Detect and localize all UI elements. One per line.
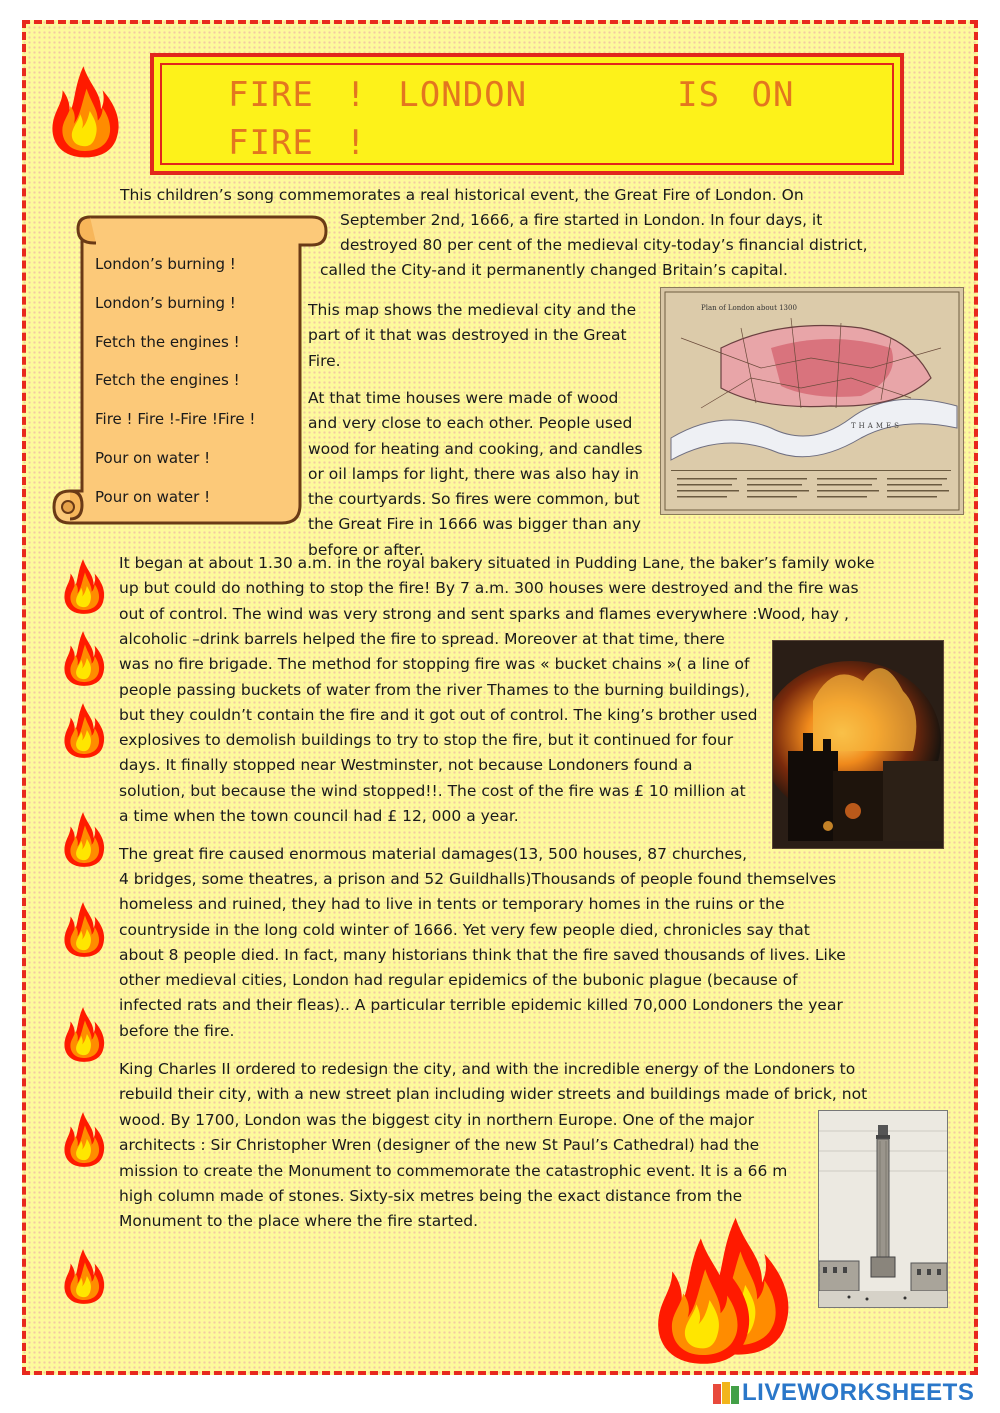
liveworksheets-logo[interactable] <box>712 1378 974 1408</box>
began-paragraph-narrow: alcoholic –drink barrels helped the fire to spread. Moreover at that time, there was no fire brigade. The method for stopping fire was « bucket chains »( a line of people passing buckets of water from the river Thames to the burning buildings), but they couldn’t contain the fire and it got out of control. The king’s brother used explosives to demolish buildings to try to stop the fire, but it continued for four days. It finally stopped near Westminster, not because Londoners found a solution, but because the wind stopped!!. The cost of the fire was £ 10 million at a time when the town council had £ 12, 000 a year. <box>119 630 758 826</box>
title-line-3: FIRE ! <box>228 123 367 163</box>
liveworksheets-logo-text: LIVEWORKSHEETS <box>742 1379 975 1406</box>
map-description: This map shows the medieval city and the part of it that was destroyed in the Great Fire. <box>308 301 637 370</box>
song-line: Fire ! Fire !-Fire !Fire ! <box>95 410 256 429</box>
intro-line-1: This children’s song commemorates a real historical event, the Great Fire of London. On <box>120 186 804 204</box>
page-title <box>228 71 868 167</box>
song-lyrics <box>95 255 295 527</box>
title-line-2: IS ON <box>677 75 795 115</box>
song-line: Pour on water ! <box>95 448 211 467</box>
map-river-label: THAMES <box>851 422 902 430</box>
flame-icon <box>60 699 108 761</box>
song-line: Fetch the engines ! <box>95 371 240 390</box>
damages-paragraph: 4 bridges, some theatres, a prison and 52 Guildhalls)Thousands of people found themselves homeless and ruined, they had to live in tents or temporary homes in the ruins or the countryside in the long cold winter of 1666. Yet very few people died, chronicles say that about 8 people died. In fact, many historians think that the fire saved thousands of lives. Like other medieval cities, London had regular epidemics of the bubonic plague (because of infected rats and their fleas).. A particular terrible epidemic killed 70,000 Londoners the year before the fire. <box>119 870 846 1040</box>
flame-icon <box>60 627 108 689</box>
flame-icon <box>60 898 108 960</box>
monument-engraving <box>818 1110 948 1308</box>
damages-first-line: The great fire caused enormous material damages(13, 500 houses, 87 churches, <box>119 845 748 863</box>
rebuild-paragraph-wide: King Charles II ordered to redesign the city, and with the incredible energy of the Londoners to rebuild their city, with a new street plan including wider streets and buildings made of brick, not <box>119 1060 868 1104</box>
song-line: Fetch the engines ! <box>95 332 240 351</box>
flame-icon <box>60 1108 108 1170</box>
rebuild-paragraph-narrow: wood. By 1700, London was the biggest city in northern Europe. One of the major architects : Sir Christopher Wren (designer of the new St Paul’s Cathedral) had the mission to create the Monument to commemorate the catastrophic event. It is a 66 m high column made of stones. Sixty-six metres being the exact distance from the Monument to the place where the fire started. <box>119 1111 788 1231</box>
medieval-london-map <box>660 287 964 515</box>
intro-line-3: destroyed 80 per cent of the medieval city-today’s financial district, <box>340 236 868 254</box>
flame-icon <box>60 555 108 617</box>
great-fire-painting <box>772 640 944 849</box>
large-flame-icon <box>648 1210 798 1370</box>
intro-line-4: called the City-and it permanently changed Britain’s capital. <box>320 261 788 279</box>
flame-icon <box>60 1245 108 1307</box>
flame-icon <box>45 55 125 167</box>
began-paragraph-wide: It began at about 1.30 a.m. in the royal bakery situated in Pudding Lane, the baker’s family woke up but could do nothing to stop the fire! By 7 a.m. 300 houses were destroyed and the fire was out of control. The wind was very strong and sent sparks and flames everywhere :Wood, hay , <box>119 554 875 623</box>
song-line: Pour on water ! <box>95 487 211 506</box>
flame-icon <box>60 1003 108 1065</box>
intro-line-2: September 2nd, 1666, a fire started in London. In four days, it <box>340 211 823 229</box>
song-line: London’s burning ! <box>95 255 236 273</box>
title-banner <box>150 53 904 175</box>
flame-icon <box>60 808 108 870</box>
song-line: London’s burning ! <box>95 293 236 312</box>
map-title: Plan of London about 1300 <box>701 304 797 312</box>
liveworksheets-logo-icon <box>712 1380 740 1406</box>
houses-paragraph: At that time houses were made of wood and very close to each other. People used wood for heating and cooking, and candles or oil lamps for light, there was also hay in the courtyards. So fires were common, but the Great Fire in 1666 was bigger than any before or after. <box>308 389 643 559</box>
title-line-1: FIRE ! LONDON <box>228 75 528 115</box>
